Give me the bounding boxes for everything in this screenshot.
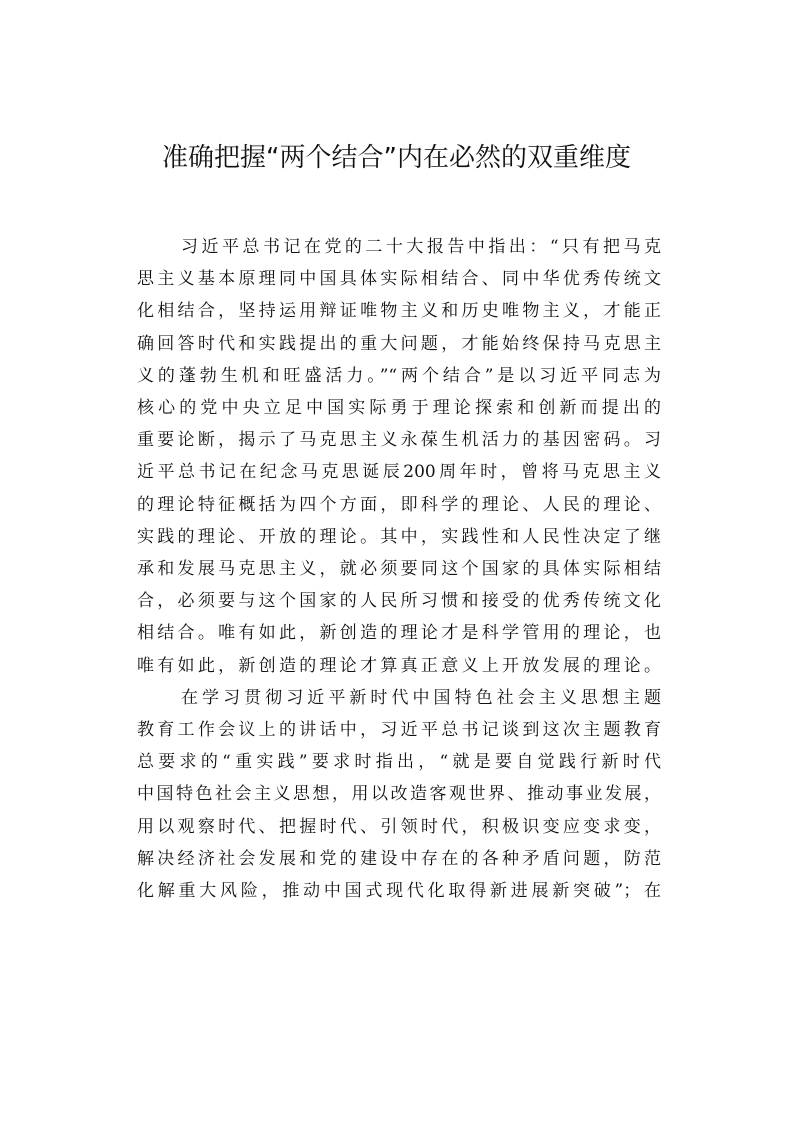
- paragraph-line: 实践的理论、开放的理论。其中，实践性和人民性决定了继: [137, 527, 661, 547]
- paragraph-line: 核心的党中央立足中国实际勇于理论探索和创新而提出的: [137, 398, 661, 418]
- paragraph-line: 重要论断，揭示了马克思主义永葆生机活力的基因密码。习: [137, 430, 661, 450]
- paragraph-line: 确回答时代和实践提出的重大问题，才能始终保持马克思主: [137, 334, 661, 354]
- paragraph-line: 相结合。唯有如此，新创造的理论才是科学管用的理论，也: [137, 623, 661, 643]
- paragraph-line: 解决经济社会发展和党的建设中存在的各种矛盾问题，防范: [137, 849, 661, 869]
- paragraph-line: 化相结合，坚持运用辩证唯物主义和历史唯物主义，才能正: [137, 301, 661, 321]
- paragraph-line: 思主义基本原理同中国具体实际相结合、同中华优秀传统文: [137, 269, 661, 289]
- paragraph-line: 用以观察时代、把握时代、引领时代，积极识变应变求变，: [137, 817, 661, 837]
- paragraph-first-line: 在学习贯彻习近平新时代中国特色社会主义思想主题: [181, 688, 661, 708]
- paragraph-line: 中国特色社会主义思想，用以改造客观世界、推动事业发展，: [137, 784, 661, 804]
- paragraph-line: 承和发展马克思主义，就必须要同这个国家的具体实际相结: [137, 559, 661, 579]
- paragraph-line: 的理论特征概括为四个方面，即科学的理论、人民的理论、: [137, 495, 661, 515]
- paragraph-first-line: 习近平总书记在党的二十大报告中指出：“只有把马克: [181, 237, 661, 257]
- paragraph-line: 义的蓬勃生机和旺盛活力。”“两个结合”是以习近平同志为: [137, 366, 661, 386]
- paragraph-line: 化解重大风险，推动中国式现代化取得新进展新突破”；在: [137, 881, 661, 901]
- paragraph-line: 合，必须要与这个国家的人民所习惯和接受的优秀传统文化: [137, 591, 661, 611]
- paragraph-line: 近平总书记在纪念马克思诞辰200周年时，曾将马克思主义: [137, 462, 661, 482]
- paragraph-line: 教育工作会议上的讲话中，习近平总书记谈到这次主题教育: [137, 720, 661, 740]
- paragraph-line: 唯有如此，新创造的理论才算真正意义上开放发展的理论。: [137, 656, 661, 676]
- paragraph-line: 总要求的“重实践”要求时指出，“就是要自觉践行新时代: [137, 752, 661, 772]
- document-title: 准确把握“两个结合”内在必然的双重维度: [162, 143, 631, 173]
